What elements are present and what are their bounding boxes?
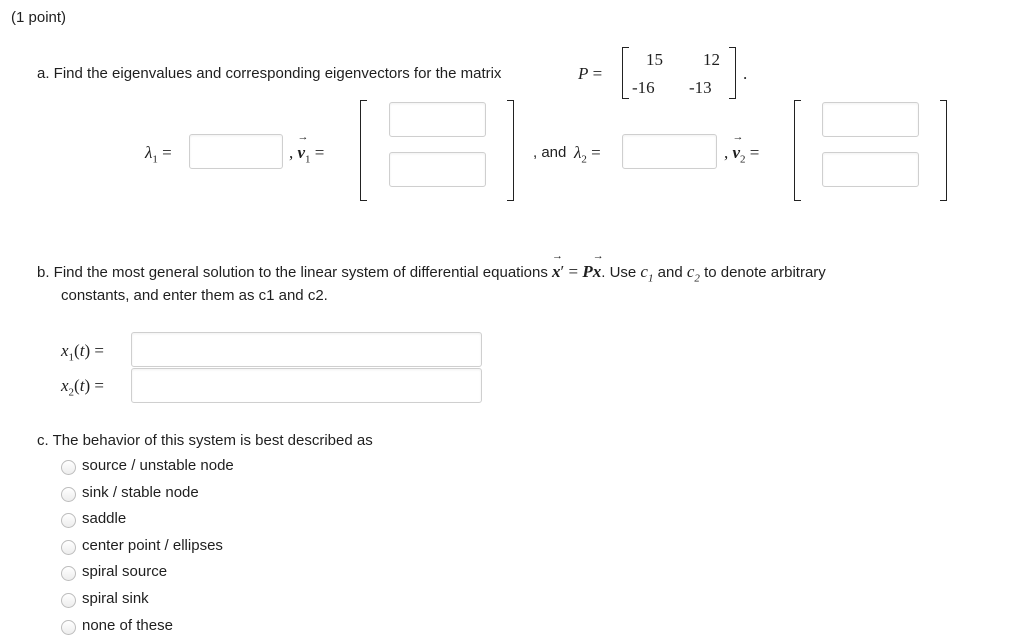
- option-label: none of these: [82, 617, 173, 634]
- radio-saddle[interactable]: [61, 513, 76, 528]
- radio-none-of-these[interactable]: [61, 620, 76, 635]
- lambda1-label: $\lambda_1$ =: [145, 143, 172, 166]
- v2-left-bracket: [794, 100, 801, 201]
- option-label: sink / stable node: [82, 484, 199, 501]
- v1-left-bracket: [360, 100, 367, 201]
- points-label: (1 point): [11, 9, 67, 26]
- radio-center-point-ellipses[interactable]: [61, 540, 76, 555]
- v2-right-bracket: [940, 100, 947, 201]
- matrix-period: .: [743, 64, 748, 83]
- matrix-left-bracket: [622, 47, 629, 99]
- radio-spiral-sink[interactable]: [61, 593, 76, 608]
- v2-top-input[interactable]: [822, 102, 919, 137]
- x2-label: $x_2(t)$ =: [61, 376, 104, 399]
- v2-bottom-input[interactable]: [822, 152, 919, 187]
- v1-label: , → $v_1$ =: [289, 143, 324, 165]
- v2-label: , → $v_2$ =: [724, 143, 759, 165]
- matrix-entry-12: 12: [703, 50, 720, 69]
- matrix-equation-label: P =: [578, 64, 603, 83]
- x1-label: $x_1(t)$ =: [61, 341, 104, 364]
- v1-top-input[interactable]: [389, 102, 486, 137]
- matrix-entry-22: -13: [689, 78, 712, 97]
- lambda1-input[interactable]: [189, 134, 283, 169]
- matrix-right-bracket: [729, 47, 736, 99]
- option-label: spiral source: [82, 563, 168, 580]
- x2-input[interactable]: [131, 368, 482, 403]
- matrix-entry-11: 15: [646, 50, 663, 69]
- option-label: center point / ellipses: [82, 537, 223, 554]
- lambda2-input[interactable]: [622, 134, 717, 169]
- and-text: , and: [533, 144, 567, 161]
- radio-source-unstable-node[interactable]: [61, 460, 76, 475]
- lambda2-label: $\lambda_2$ =: [574, 143, 601, 166]
- part-b-prompt: b. Find the most general solution to the linear system of differential equations → x′ = P→ x. Use $c_1$ and $c_2$ to denote arbitrary: [37, 262, 826, 284]
- v1-right-bracket: [507, 100, 514, 201]
- v1-bottom-input[interactable]: [389, 152, 486, 187]
- option-label: source / unstable node: [82, 457, 234, 474]
- x1-input[interactable]: [131, 332, 482, 367]
- part-b-prompt-line2: constants, and enter them as c1 and c2.: [61, 287, 328, 304]
- part-c-prompt: c. The behavior of this system is best described as: [37, 432, 373, 449]
- part-a-prompt: a. Find the eigenvalues and corresponding eigenvectors for the matrix: [37, 65, 502, 82]
- option-label: spiral sink: [82, 590, 149, 607]
- radio-spiral-source[interactable]: [61, 566, 76, 581]
- radio-sink-stable-node[interactable]: [61, 487, 76, 502]
- option-label: saddle: [82, 510, 127, 527]
- matrix-entry-21: -16: [632, 78, 655, 97]
